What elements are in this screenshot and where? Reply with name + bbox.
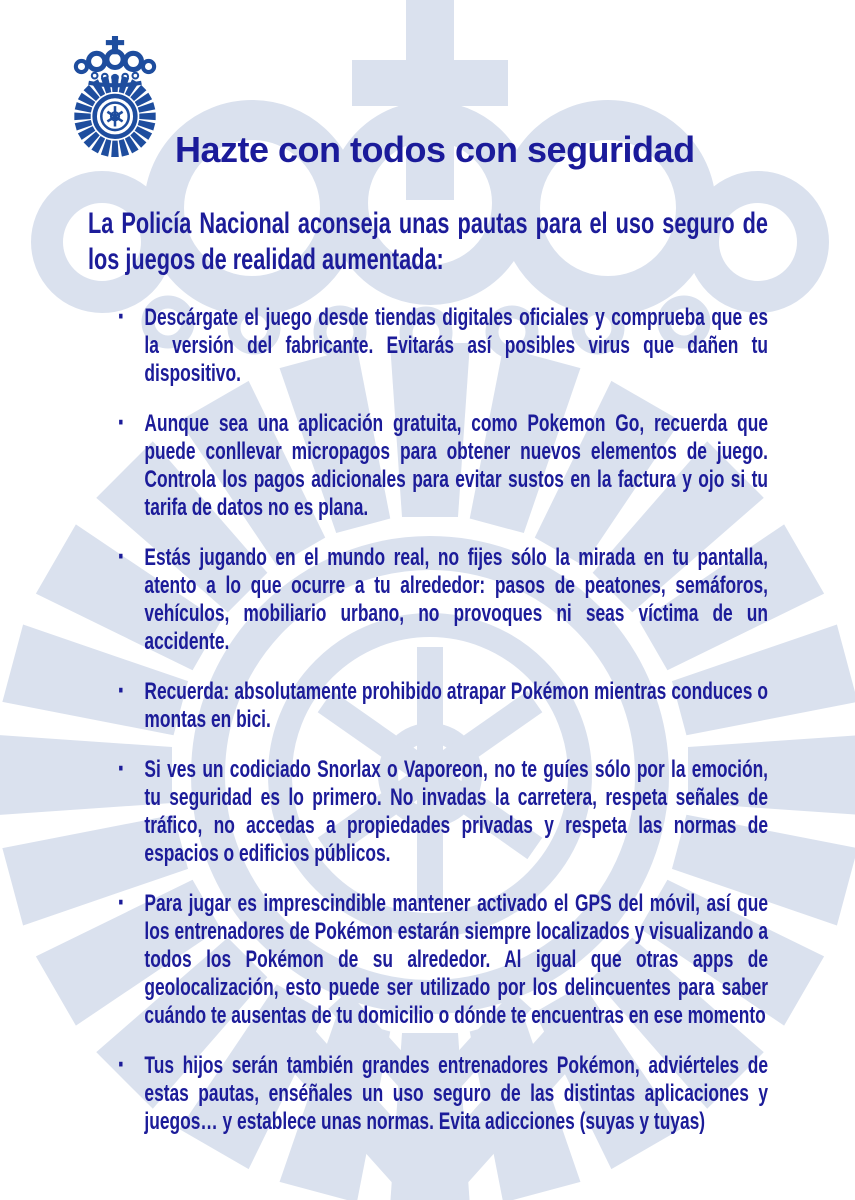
bullet-square-icon: ▪ bbox=[118, 1054, 124, 1075]
guidelines-list bbox=[88, 304, 768, 1136]
list-item bbox=[88, 410, 768, 522]
bullet-square-icon: ▪ bbox=[118, 680, 124, 701]
policia-nacional-logo-icon bbox=[54, 34, 176, 160]
list-item-text: Recuerda: absolutamente prohibido atrapar Pokémon mientras conduces o montas en bici. bbox=[144, 678, 768, 733]
list-item bbox=[88, 890, 768, 1030]
bullet-square-icon: ▪ bbox=[118, 758, 124, 779]
list-item-text: Tus hijos serán también grandes entrenadores Pokémon, adviérteles de estas pautas, enséñales un uso seguro de las distintas aplicaciones y juegos… y establece unas normas. Evita adicciones (suyas y tuyas) bbox=[144, 1052, 768, 1135]
list-item bbox=[88, 1052, 768, 1136]
logo-badge-icon bbox=[74, 76, 155, 157]
list-item bbox=[88, 544, 768, 656]
list-item-text: Aunque sea una aplicación gratuita, como Pokemon Go, recuerda que puede conllevar micropagos para obtener nuevos elementos de juego. Controla los pagos adicionales para evitar sustos en la factura y ojo si tu tarifa de datos no es plana. bbox=[144, 410, 768, 521]
list-item-text: Descárgate el juego desde tiendas digitales oficiales y comprueba que es la versión del fabricante. Evitarás así posibles virus que dañen tu dispositivo. bbox=[144, 304, 768, 387]
page-title: Hazte con todos con seguridad bbox=[175, 129, 695, 170]
list-item bbox=[88, 678, 768, 734]
list-item bbox=[88, 756, 768, 868]
bullet-square-icon: ▪ bbox=[118, 892, 124, 913]
body-text-column bbox=[88, 206, 768, 1136]
intro-paragraph: La Policía Nacional aconseja unas pautas para el uso seguro de los juegos de realidad aumentada: bbox=[88, 207, 768, 276]
list-item-text: Estás jugando en el mundo real, no fijes sólo la mirada en tu pantalla, atento a lo que ocurre a tu alrededor: pasos de peatones, semáforos, vehículos, mobiliario urbano, no provoques ni seas víctima de un accidente. bbox=[144, 544, 768, 655]
list-item-text: Si ves un codiciado Snorlax o Vaporeon, no te guíes sólo por la emoción, tu seguridad es lo primero. No invadas la carretera, respeta señales de tráfico, no accedas a propiedades privadas y respeta las normas de espacios o edificios públicos. bbox=[144, 756, 768, 867]
list-item bbox=[88, 304, 768, 388]
bullet-square-icon: ▪ bbox=[118, 412, 124, 433]
list-item-text: Para jugar es imprescindible mantener activado el GPS del móvil, así que los entrenadores de Pokémon estarán siempre localizados y visualizando a todos los Pokémon de su alrededor. Al igual que otras apps de geolocalización, esto puede ser utilizado por los delincuentes para saber cuándo te ausentas de tu domicilio o dónde te encuentras en ese momento bbox=[144, 890, 768, 1029]
bullet-square-icon: ▪ bbox=[118, 546, 124, 567]
bullet-square-icon: ▪ bbox=[118, 306, 124, 327]
